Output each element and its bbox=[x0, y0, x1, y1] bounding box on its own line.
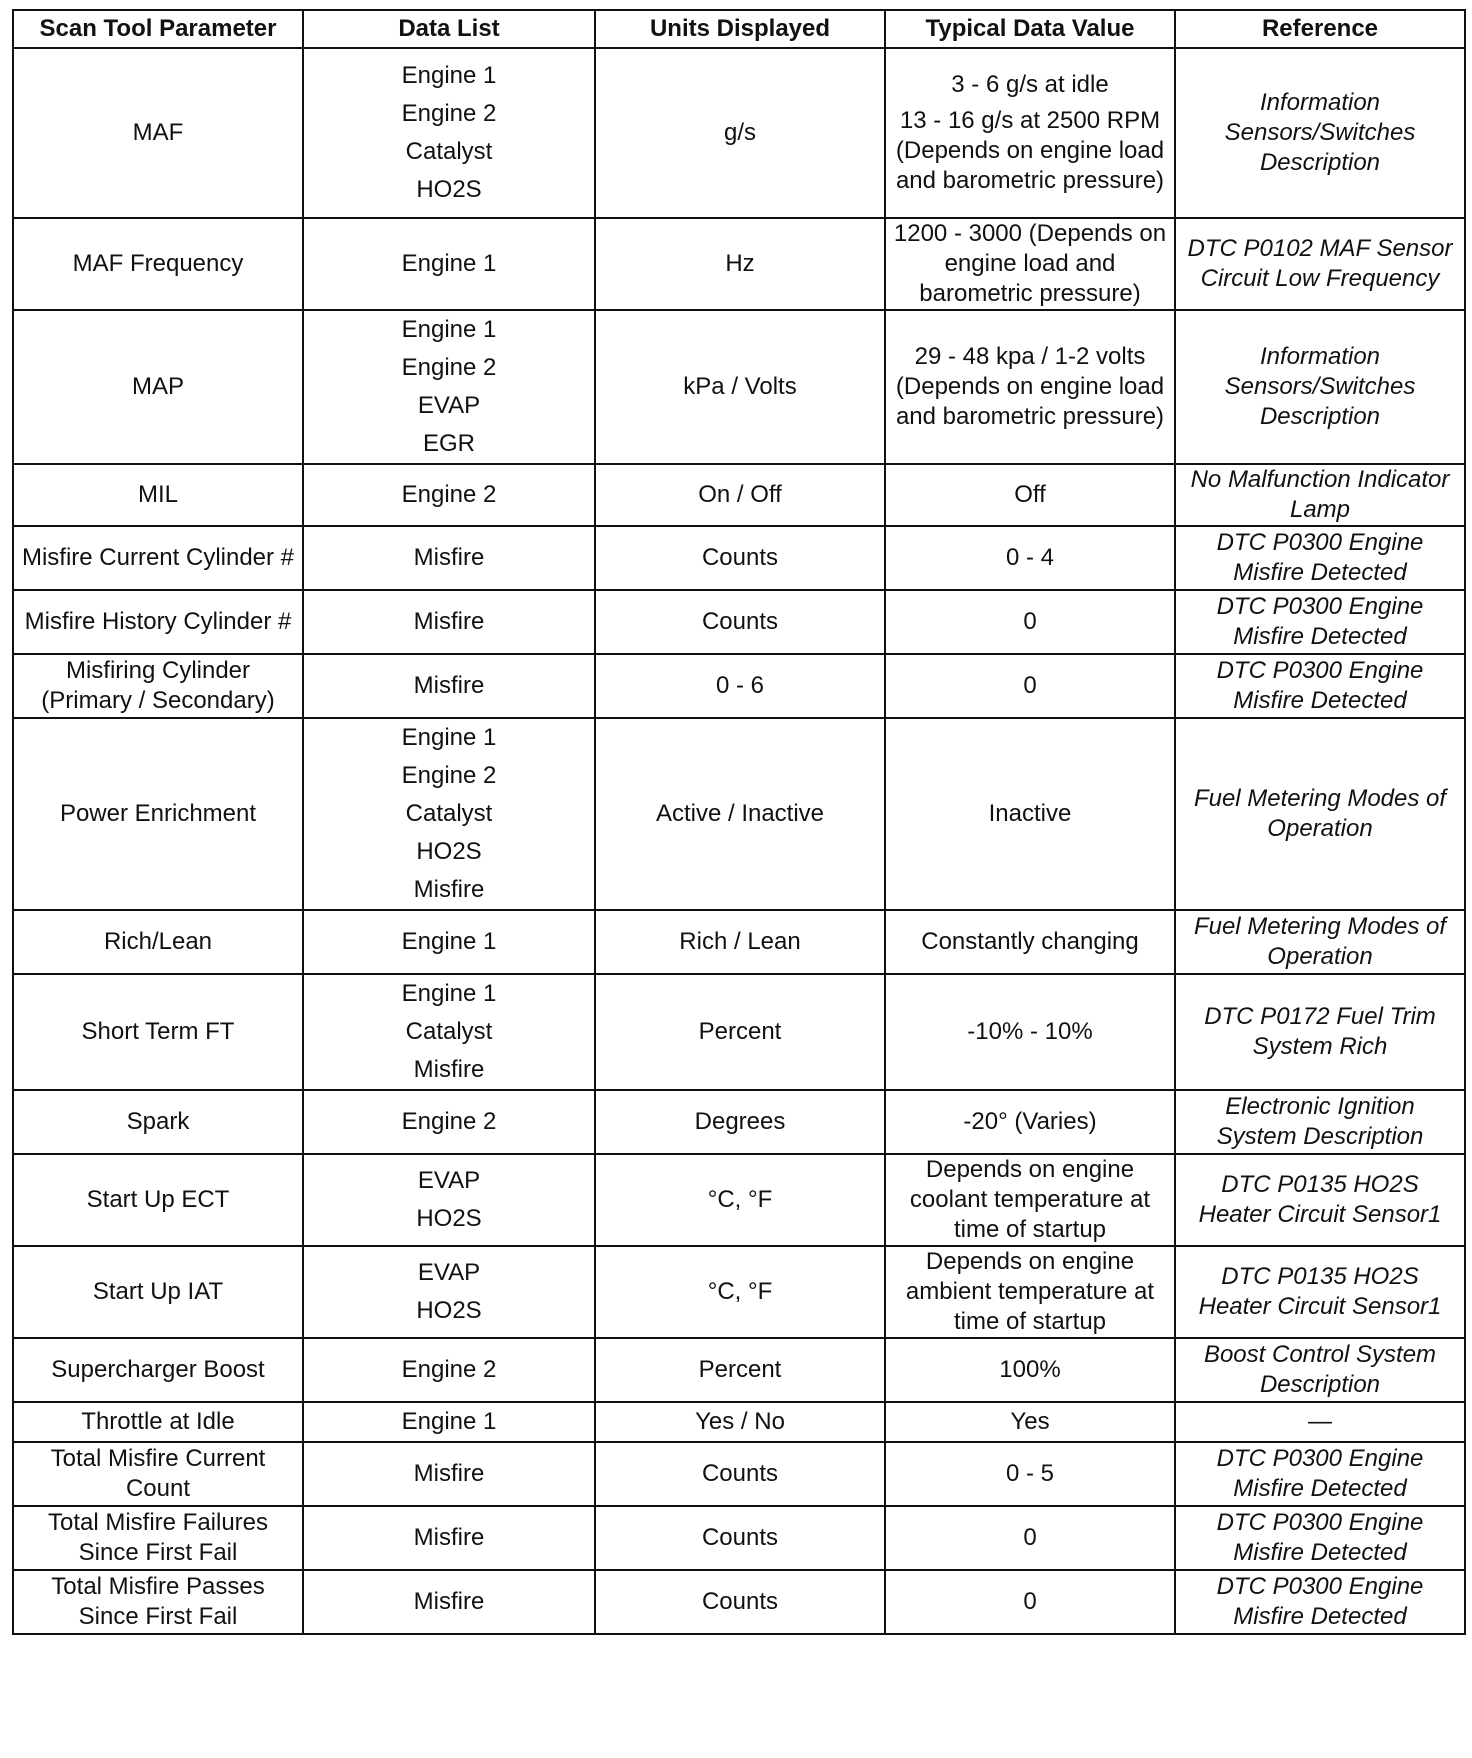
cell-parameter: Misfire Current Cylinder # bbox=[13, 526, 303, 590]
data-list-item: Misfire bbox=[413, 1524, 485, 1551]
cell-data-list bbox=[303, 654, 595, 718]
cell-typical-value bbox=[885, 464, 1175, 526]
cell-units: °C, °F bbox=[595, 1246, 885, 1338]
cell-data-list bbox=[303, 310, 595, 464]
cell-data-list bbox=[303, 218, 595, 310]
table-row bbox=[13, 1090, 1465, 1154]
data-list-item: Engine 1 bbox=[401, 250, 497, 277]
header-typical-data-value: Typical Data Value bbox=[885, 10, 1175, 48]
data-list-item: Engine 2 bbox=[401, 1356, 497, 1383]
table-row bbox=[13, 590, 1465, 654]
data-list-item: Misfire bbox=[413, 544, 485, 571]
typical-value-text: 29 - 48 kpa / 1-2 volts (Depends on engine load and barometric pressure) bbox=[895, 343, 1165, 430]
cell-parameter: Supercharger Boost bbox=[13, 1338, 303, 1402]
cell-parameter: Misfire History Cylinder # bbox=[13, 590, 303, 654]
cell-parameter: Throttle at Idle bbox=[13, 1402, 303, 1442]
cell-units: °C, °F bbox=[595, 1154, 885, 1246]
cell-reference: — bbox=[1175, 1402, 1465, 1442]
cell-parameter: Start Up ECT bbox=[13, 1154, 303, 1246]
cell-data-list bbox=[303, 1246, 595, 1338]
cell-reference: DTC P0135 HO2S Heater Circuit Sensor1 bbox=[1175, 1246, 1465, 1338]
cell-reference: DTC P0300 Engine Misfire Detected bbox=[1175, 1506, 1465, 1570]
cell-typical-value bbox=[885, 974, 1175, 1090]
cell-typical-value bbox=[885, 1090, 1175, 1154]
table-row bbox=[13, 1338, 1465, 1402]
cell-reference: Fuel Metering Modes of Operation bbox=[1175, 718, 1465, 910]
cell-units: Counts bbox=[595, 1570, 885, 1634]
data-list-item: Misfire bbox=[413, 1460, 485, 1487]
cell-units: Rich / Lean bbox=[595, 910, 885, 974]
cell-typical-value bbox=[885, 654, 1175, 718]
data-list-item: EVAP bbox=[417, 1259, 481, 1286]
cell-units: 0 - 6 bbox=[595, 654, 885, 718]
cell-parameter: MAF bbox=[13, 48, 303, 218]
table-row bbox=[13, 1402, 1465, 1442]
cell-data-list bbox=[303, 590, 595, 654]
cell-data-list bbox=[303, 718, 595, 910]
cell-data-list bbox=[303, 1506, 595, 1570]
data-list-item: Engine 2 bbox=[401, 100, 497, 127]
data-list-item: Engine 1 bbox=[401, 980, 497, 1007]
cell-typical-value bbox=[885, 910, 1175, 974]
cell-parameter: MIL bbox=[13, 464, 303, 526]
table-row bbox=[13, 218, 1465, 310]
data-list-item: Engine 1 bbox=[401, 62, 497, 89]
cell-units: Percent bbox=[595, 974, 885, 1090]
table-row bbox=[13, 654, 1465, 718]
cell-units: Yes / No bbox=[595, 1402, 885, 1442]
cell-parameter: Total Misfire Failures Since First Fail bbox=[13, 1506, 303, 1570]
cell-typical-value bbox=[885, 1246, 1175, 1338]
table-row bbox=[13, 974, 1465, 1090]
data-list-item: EVAP bbox=[417, 1167, 481, 1194]
cell-typical-value bbox=[885, 718, 1175, 910]
cell-units: kPa / Volts bbox=[595, 310, 885, 464]
cell-units: Percent bbox=[595, 1338, 885, 1402]
cell-reference: DTC P0300 Engine Misfire Detected bbox=[1175, 654, 1465, 718]
data-list-item: Engine 2 bbox=[401, 481, 497, 508]
cell-parameter: MAP bbox=[13, 310, 303, 464]
cell-data-list bbox=[303, 1402, 595, 1442]
cell-parameter: Start Up IAT bbox=[13, 1246, 303, 1338]
data-list-item: HO2S bbox=[416, 838, 482, 865]
typical-value-text: 1200 - 3000 (Depends on engine load and barometric pressure) bbox=[893, 220, 1167, 307]
typical-value-text: 0 - 5 bbox=[1005, 1460, 1055, 1487]
cell-units: Counts bbox=[595, 1506, 885, 1570]
data-list-item: Catalyst bbox=[405, 138, 493, 165]
typical-value-text: Off bbox=[1014, 481, 1046, 508]
cell-data-list bbox=[303, 526, 595, 590]
scan-tool-data-table bbox=[12, 9, 1466, 1635]
typical-value-text: Depends on engine coolant temperature at time of startup bbox=[909, 1156, 1151, 1243]
cell-reference: DTC P0300 Engine Misfire Detected bbox=[1175, 1570, 1465, 1634]
cell-typical-value bbox=[885, 1402, 1175, 1442]
cell-reference: DTC P0102 MAF Sensor Circuit Low Frequency bbox=[1175, 218, 1465, 310]
data-list-item: Engine 1 bbox=[401, 316, 497, 343]
cell-reference: Fuel Metering Modes of Operation bbox=[1175, 910, 1465, 974]
typical-value-text: 0 - 4 bbox=[1005, 544, 1055, 571]
cell-parameter: Total Misfire Current Count bbox=[13, 1442, 303, 1506]
cell-reference: Information Sensors/Switches Description bbox=[1175, 48, 1465, 218]
cell-units: Active / Inactive bbox=[595, 718, 885, 910]
data-list-item: HO2S bbox=[416, 1297, 482, 1324]
table-row bbox=[13, 1570, 1465, 1634]
cell-reference: DTC P0135 HO2S Heater Circuit Sensor1 bbox=[1175, 1154, 1465, 1246]
typical-value-text: Constantly changing bbox=[921, 928, 1139, 955]
cell-data-list bbox=[303, 48, 595, 218]
data-list-item: Catalyst bbox=[405, 1018, 493, 1045]
cell-units: Counts bbox=[595, 526, 885, 590]
table-row bbox=[13, 464, 1465, 526]
cell-units: Degrees bbox=[595, 1090, 885, 1154]
data-list-item: Misfire bbox=[413, 876, 485, 903]
cell-typical-value bbox=[885, 590, 1175, 654]
cell-data-list bbox=[303, 1442, 595, 1506]
table-row bbox=[13, 1506, 1465, 1570]
table-row bbox=[13, 910, 1465, 974]
table-row bbox=[13, 1246, 1465, 1338]
cell-typical-value bbox=[885, 218, 1175, 310]
data-list-item: Catalyst bbox=[405, 800, 493, 827]
cell-typical-value bbox=[885, 1442, 1175, 1506]
data-list-item: Misfire bbox=[413, 672, 485, 699]
typical-value-text: 0 bbox=[1023, 1588, 1037, 1615]
cell-parameter: Short Term FT bbox=[13, 974, 303, 1090]
cell-typical-value bbox=[885, 1570, 1175, 1634]
typical-value-text: -10% - 10% bbox=[967, 1018, 1093, 1045]
cell-reference: Information Sensors/Switches Description bbox=[1175, 310, 1465, 464]
typical-value-text: 0 bbox=[1023, 672, 1037, 699]
table-row bbox=[13, 1442, 1465, 1506]
cell-data-list bbox=[303, 910, 595, 974]
cell-units: On / Off bbox=[595, 464, 885, 526]
cell-parameter: Spark bbox=[13, 1090, 303, 1154]
cell-reference: Electronic Ignition System Description bbox=[1175, 1090, 1465, 1154]
typical-value-text: Inactive bbox=[988, 800, 1072, 827]
cell-reference: Boost Control System Description bbox=[1175, 1338, 1465, 1402]
table-row bbox=[13, 310, 1465, 464]
data-list-item: Engine 1 bbox=[401, 928, 497, 955]
cell-data-list bbox=[303, 1338, 595, 1402]
typical-value-text: Yes bbox=[1010, 1408, 1050, 1435]
table-row bbox=[13, 1154, 1465, 1246]
data-list-item: Engine 1 bbox=[401, 1408, 497, 1435]
cell-parameter: MAF Frequency bbox=[13, 218, 303, 310]
cell-data-list bbox=[303, 1570, 595, 1634]
data-list-item: Misfire bbox=[413, 1588, 485, 1615]
cell-typical-value bbox=[885, 1154, 1175, 1246]
table-body bbox=[13, 48, 1465, 1634]
typical-value-text: 13 - 16 g/s at 2500 RPM (Depends on engine load and barometric pressure) bbox=[895, 107, 1165, 194]
cell-typical-value bbox=[885, 48, 1175, 218]
cell-typical-value bbox=[885, 1338, 1175, 1402]
cell-reference: DTC P0300 Engine Misfire Detected bbox=[1175, 590, 1465, 654]
cell-typical-value bbox=[885, 1506, 1175, 1570]
data-list-item: Engine 2 bbox=[401, 1108, 497, 1135]
cell-units: g/s bbox=[595, 48, 885, 218]
data-list-item: HO2S bbox=[416, 176, 482, 203]
typical-value-text: -20° (Varies) bbox=[963, 1108, 1097, 1135]
cell-reference: DTC P0172 Fuel Trim System Rich bbox=[1175, 974, 1465, 1090]
cell-parameter: Total Misfire Passes Since First Fail bbox=[13, 1570, 303, 1634]
cell-reference: DTC P0300 Engine Misfire Detected bbox=[1175, 1442, 1465, 1506]
data-list-item: HO2S bbox=[416, 1205, 482, 1232]
cell-data-list bbox=[303, 464, 595, 526]
typical-value-text: 3 - 6 g/s at idle bbox=[951, 71, 1109, 98]
header-reference: Reference bbox=[1175, 10, 1465, 48]
cell-data-list bbox=[303, 1090, 595, 1154]
cell-units: Hz bbox=[595, 218, 885, 310]
cell-parameter: Rich/Lean bbox=[13, 910, 303, 974]
cell-typical-value bbox=[885, 310, 1175, 464]
cell-data-list bbox=[303, 974, 595, 1090]
cell-parameter: Misfiring Cylinder (Primary / Secondary) bbox=[13, 654, 303, 718]
cell-units: Counts bbox=[595, 590, 885, 654]
data-list-item: EGR bbox=[422, 430, 475, 457]
table-row bbox=[13, 718, 1465, 910]
data-list-item: Engine 1 bbox=[401, 724, 497, 751]
header-units-displayed: Units Displayed bbox=[595, 10, 885, 48]
data-list-item: EVAP bbox=[417, 392, 481, 419]
cell-parameter: Power Enrichment bbox=[13, 718, 303, 910]
cell-typical-value bbox=[885, 526, 1175, 590]
data-list-item: Engine 2 bbox=[401, 762, 497, 789]
data-list-item: Misfire bbox=[413, 608, 485, 635]
data-list-item: Engine 2 bbox=[401, 354, 497, 381]
typical-value-text: 0 bbox=[1023, 608, 1037, 635]
cell-reference: No Malfunction Indicator Lamp bbox=[1175, 464, 1465, 526]
data-list-item: Misfire bbox=[413, 1056, 485, 1083]
cell-units: Counts bbox=[595, 1442, 885, 1506]
typical-value-text: 100% bbox=[999, 1356, 1061, 1383]
header-scan-tool-parameter: Scan Tool Parameter bbox=[13, 10, 303, 48]
typical-value-text: 0 bbox=[1023, 1524, 1037, 1551]
cell-reference: DTC P0300 Engine Misfire Detected bbox=[1175, 526, 1465, 590]
table-header-row bbox=[13, 10, 1465, 48]
table-row bbox=[13, 48, 1465, 218]
typical-value-text: Depends on engine ambient temperature at time of startup bbox=[905, 1248, 1155, 1335]
table-row bbox=[13, 526, 1465, 590]
cell-data-list bbox=[303, 1154, 595, 1246]
header-data-list: Data List bbox=[303, 10, 595, 48]
